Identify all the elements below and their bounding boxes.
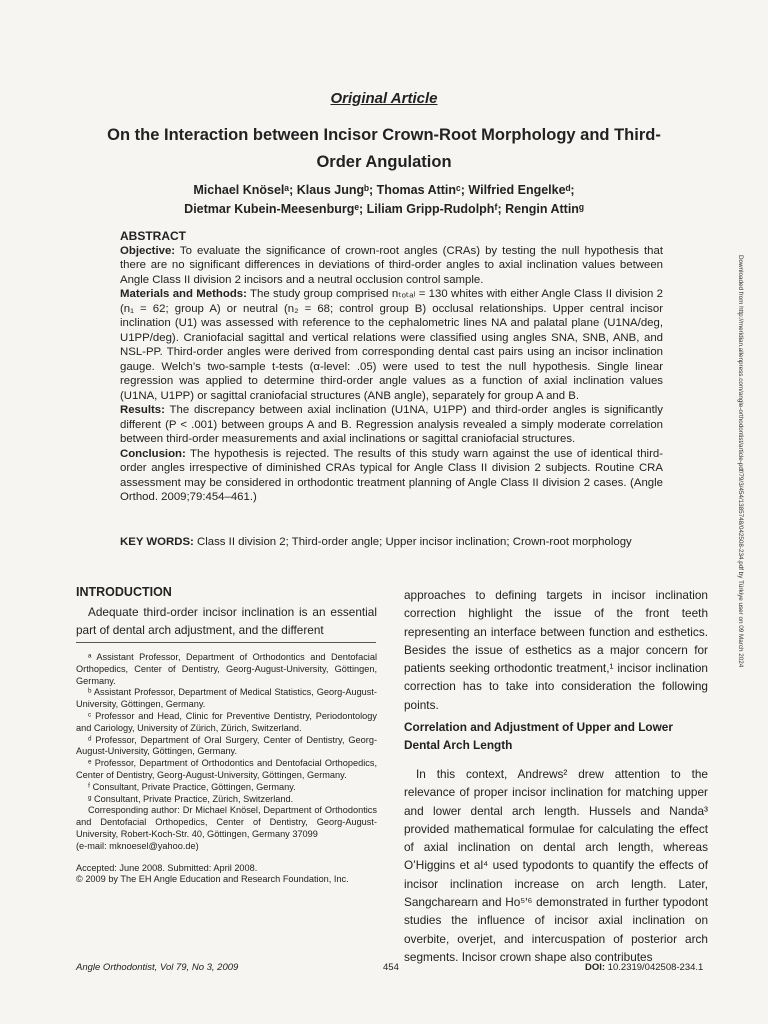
right-column-body [404,765,708,966]
authors [90,181,678,219]
doi-label: DOI: [585,962,606,973]
section-label: Original Article [330,90,438,107]
right-column-top [404,586,708,714]
abstract-heading: ABSTRACT [120,229,186,243]
conclusion-label: Conclusion: [120,447,186,460]
abstract-methods [120,287,663,403]
subsection-heading: Correlation and Adjustment of Upper and Lower Dental Arch Length [404,720,673,752]
download-note-svg [730,60,744,1000]
objective-text: To evaluate the significance of crown-root angles (CRAs) by testing the null hypothesis that there are no significant differences in deviations of third-order angles to axial inclination values between Angle Class II division 2 incisors and a neutral occlusion control sample. [120,244,663,286]
copyright: © 2009 by The EH Angle Education and Research Foundation, Inc. [76,874,349,885]
footnote-g: ᵍ Consultant, Private Practice, Zürich, Switzerland. [88,793,294,804]
abstract-results [120,403,663,447]
keywords-label: KEY WORDS: [120,536,194,548]
introduction-heading: INTRODUCTION [76,585,172,599]
authors-line-2: Dietmar Kubein-Meesenburgᵉ; Liliam Gripp-Rudolphᶠ; Rengin Attinᵍ [184,202,584,216]
conclusion-text: The hypothesis is rejected. The results of this study warn against the use of identical third-order angles irrespective of diminished CRAs typical for Angle Class II division 2 subjects. Routine CRA assessment may be considered in orthodontic treatment planning of Angle Class II division 2 cases. (Angle Orthod. 2009;79:454–461.) [120,447,663,503]
footnote-divider [76,642,376,643]
doi-value: 10.2319/042508-234.1 [607,962,704,973]
methods-text: The study group comprised nₜₒₜₐₗ = 130 whites with either Angle Class II division 2 (n₁ = 62; group A) or neutral (n₂ = 68; control group B) occlusal relationships. Upper central incisor inclination (U1) was assessed with reference to the cephalometric lines NA and palatal plane (U1NA/deg, U1PP/deg). Craniofacial sagittal and vertical relations were classified using angles SNA, SNB, ANB, and NSL-PP. Third-order angles were derived from corresponding dental cast pairs using an incisor inclination gauge. Welch’s two-sample t-tests (α-level: .05) were used to test the null hypothesis. Single linear regression was applied to determine third-order angle values as a function of axial inclination values (U1NA, U1PP) or sagittal craniofacial structures (ANB angle), separately for group A and B. [120,288,663,402]
keywords-text: Class II division 2; Third-order angle; Upper incisor inclination; Crown-root morphology [193,536,632,548]
results-label: Results: [120,404,165,416]
introduction-body [76,603,377,640]
footnote-a: ᵃ Assistant Professor, Department of Orthodontics and Dentofacial Orthopedics, Center of Dentistry, Georg-August-University, Göttingen, Germany. [76,652,377,686]
keywords [120,535,663,551]
footer-doi [585,962,703,973]
abstract [120,229,663,505]
abstract-objective [120,244,663,288]
abstract-conclusion [120,447,663,505]
article-title: On the Interaction between Incisor Crown-Root Morphology and Third-Order Angulation [107,126,661,171]
corresponding-author: Corresponding author: Dr Michael Knösel, Department of Orthodontics and Dentofacial Orthopedics, Center of Dentistry, Georg-August-University, Robert-Koch-Str. 40, Göttingen, Germany 37099 [76,805,377,839]
methods-label: Materials and Methods: [120,288,247,300]
footnote-e: ᵉ Professor, Department of Orthodontics and Dentofacial Orthopedics, Center of Dentistry, Georg-August-University, Göttingen, Germany. [76,758,377,780]
download-sidebar [730,60,744,1000]
footnote-d: ᵈ Professor, Department of Oral Surgery, Center of Dentistry, Georg-August-University, Göttingen, Germany. [76,734,377,757]
footer-journal: Angle Orthodontist, Vol 79, No 3, 2009 [76,962,239,973]
right-paragraph-1: approaches to defining targets in incisor inclination correction highlight the issue of the front teeth representing an interface between function and esthetics. Besides the issue of esthetics as a major concern for patients seeking orthodontic treatment,¹ incisor inclination correction has to take into consideration the following points. [404,588,708,712]
footnote-f: ᶠ Consultant, Private Practice, Göttingen, Germany. [88,781,296,792]
download-note: Downloaded from http://meridian.allenpress.com/angle-orthodontist/article-pdf/79/3/454/1385748/042508-234.pdf by Türkiye user on 09 March 2024 [737,255,744,668]
objective-label: Objective: [120,244,176,257]
footnote-c: ᶜ Professor and Head, Clinic for Preventive Dentistry, Periodontology and Cariology, University of Zürich, Zürich, Switzerland. [76,710,377,733]
author-email: (e-mail: mknoesel@yahoo.de) [76,840,199,851]
footnote-b: ᵇ Assistant Professor, Department of Medical Statistics, Georg-August-University, Göttingen, Germany. [76,687,377,710]
right-paragraph-2: In this context, Andrews² drew attention to the relevance of proper incisor inclination for matching upper and lower dental arch length. Hussels and Nanda³ provided mathematical formulae for calculating the effect of axial inclination on dental arch length, whereas O’Higgins et al⁴ used typodonts to quantify the effects of incisor inclination increase on arch length. Later, Sangcharearn and Ho⁵ʹ⁶ demonstrated in further typodont studies the influence of incisor axial inclination on overbite, overjet, and intercuspation of posterior arch segments. Incisor crown shape also contributes [404,767,708,964]
results-text: The discrepancy between axial inclination (U1NA, U1PP) and third-order angles is significantly different (P < .001) between groups A and B. Regression analysis revealed a simply moderate correlation between third-order measurements and axial inclinations or sagittal craniofacial structures. [120,404,663,445]
dates: Accepted: June 2008. Submitted: April 2008. [76,862,258,873]
footnotes [76,652,377,886]
authors-line-1: Michael Knöselᵃ; Klaus Jungᵇ; Thomas Attinᶜ; Wilfried Engelkeᵈ; [193,183,575,197]
introduction-paragraph: Adequate third-order incisor inclination is an essential part of dental arch adjustment, and the different [76,605,377,638]
footer-page-number: 454 [383,962,399,973]
